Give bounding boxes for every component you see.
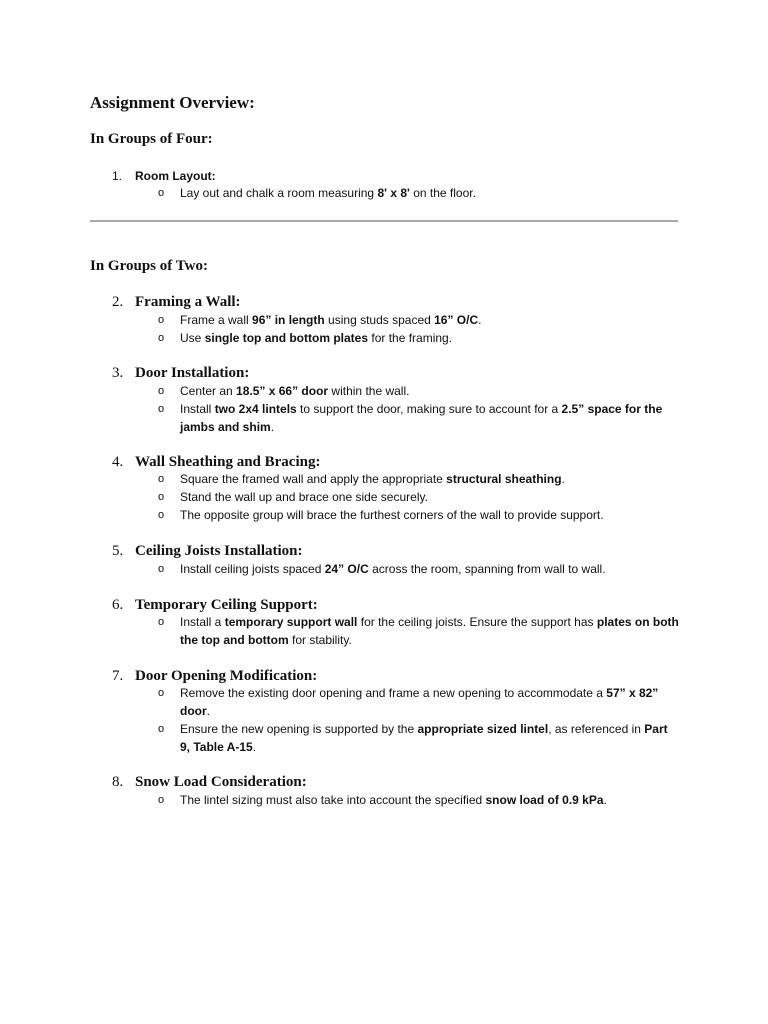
bold-text: appropriate sized lintel: [417, 722, 549, 736]
text-run: Install a: [180, 615, 225, 629]
bold-text: 18.5” x 66” door: [236, 384, 329, 398]
bullet-text: [180, 684, 680, 720]
bullet-marker: o: [158, 491, 165, 503]
text-run: Center an: [180, 384, 237, 398]
text-run: .: [561, 472, 565, 486]
bold-text: 96” in length: [252, 313, 325, 327]
text-run: .: [270, 420, 275, 434]
text-run: for stability.: [288, 633, 352, 647]
text-run: .: [252, 740, 257, 754]
text-run: .: [603, 793, 607, 807]
bold-text: plates on both the top and bottom: [180, 615, 679, 647]
bold-text: single top and bottom plates: [204, 331, 369, 345]
bullet-marker: o: [158, 723, 165, 735]
item-number: 2.: [112, 294, 124, 310]
text-run: , as referenced in: [548, 722, 645, 736]
text-run: Use: [180, 331, 205, 345]
bullet-marker: o: [158, 473, 165, 485]
bold-text: temporary support wall: [224, 615, 358, 629]
item-title: Temporary Ceiling Support:: [135, 597, 318, 613]
item-number: 3.: [112, 365, 124, 381]
item-number: 6.: [112, 597, 124, 613]
item-title: Door Installation:: [135, 365, 250, 381]
bullet-marker: o: [158, 794, 165, 806]
item-title: Snow Load Consideration:: [135, 774, 307, 790]
bullet-text: [180, 613, 680, 649]
group-two-heading: In Groups of Two:: [90, 258, 208, 274]
bold-text: 2.5” space for the jambs and shim: [180, 402, 663, 434]
bold-text: 16” O/C: [434, 313, 479, 327]
item-title: Wall Sheathing and Bracing:: [135, 454, 321, 470]
bold-text: 24” O/C: [324, 562, 369, 576]
text-run: Lay out and chalk a room measuring: [180, 186, 378, 200]
bold-text: structural sheathing: [446, 472, 562, 486]
bullet-marker: o: [158, 314, 165, 326]
item-title: Room Layout:: [135, 169, 216, 183]
item-number: 5.: [112, 543, 124, 559]
text-run: for the ceiling joists. Ensure the support has: [357, 615, 597, 629]
item-number: 8.: [112, 774, 124, 790]
bullet-marker: o: [158, 509, 165, 521]
text-run: Square the framed wall and apply the appropriate: [180, 472, 447, 486]
group-four-heading: In Groups of Four:: [90, 131, 213, 147]
bullet-text: [180, 470, 680, 488]
text-run: for the framing.: [368, 331, 453, 345]
item-title: Framing a Wall:: [135, 294, 241, 310]
bullet-text: [180, 560, 680, 578]
bold-text: 57” x 82” door: [180, 686, 659, 718]
bullet-text: [180, 720, 680, 756]
bullet-marker: o: [158, 563, 165, 575]
bullet-text: [180, 488, 680, 506]
text-run: .: [206, 704, 211, 718]
text-run: across the room, spanning from wall to wall.: [368, 562, 606, 576]
item-number: 7.: [112, 668, 124, 684]
section-divider: [90, 220, 678, 222]
text-run: The lintel sizing must also take into account the specified: [180, 793, 486, 807]
text-run: .: [478, 313, 482, 327]
bullet-text: [180, 400, 680, 436]
text-run: Remove the existing door opening and frame a new opening to accommodate a: [180, 686, 607, 700]
list-item: [158, 400, 678, 436]
bullet-marker: o: [158, 385, 165, 397]
bullet-text: [180, 311, 680, 329]
bullet-marker: o: [158, 332, 165, 344]
bullet-marker: o: [158, 403, 165, 415]
item-title: Door Opening Modification:: [135, 668, 318, 684]
bold-text: 8' x 8': [377, 186, 410, 200]
item-number: 4.: [112, 454, 124, 470]
bold-text: snow load of 0.9 kPa: [485, 793, 604, 807]
text-run: on the floor.: [409, 186, 476, 200]
bullet-marker: o: [158, 687, 165, 699]
bullet-text: [180, 329, 680, 347]
text-run: within the wall.: [328, 384, 410, 398]
text-run: Stand the wall up and brace one side securely.: [180, 490, 428, 504]
bullet-marker: o: [158, 187, 165, 199]
text-run: Install: [180, 402, 215, 416]
text-run: Install ceiling joists spaced: [180, 562, 325, 576]
item-number: 1.: [112, 169, 123, 183]
list-item: [158, 720, 678, 756]
bullet-text: [180, 506, 680, 524]
bullet-marker: o: [158, 616, 165, 628]
bold-text: Part 9, Table A-15: [180, 722, 668, 754]
text-run: to support the door, making sure to account for a: [296, 402, 562, 416]
list-item: [158, 613, 678, 649]
bullet-text: [180, 184, 680, 202]
bullet-text: [180, 382, 680, 400]
page-title: Assignment Overview:: [90, 93, 255, 112]
text-run: Ensure the new opening is supported by the: [180, 722, 418, 736]
list-item: [158, 684, 678, 720]
bold-text: two 2x4 lintels: [214, 402, 297, 416]
item-title: Ceiling Joists Installation:: [135, 543, 303, 559]
text-run: using studs spaced: [324, 313, 435, 327]
bullet-text: [180, 791, 680, 809]
text-run: Frame a wall: [180, 313, 253, 327]
text-run: The opposite group will brace the furthest corners of the wall to provide support.: [180, 508, 604, 522]
